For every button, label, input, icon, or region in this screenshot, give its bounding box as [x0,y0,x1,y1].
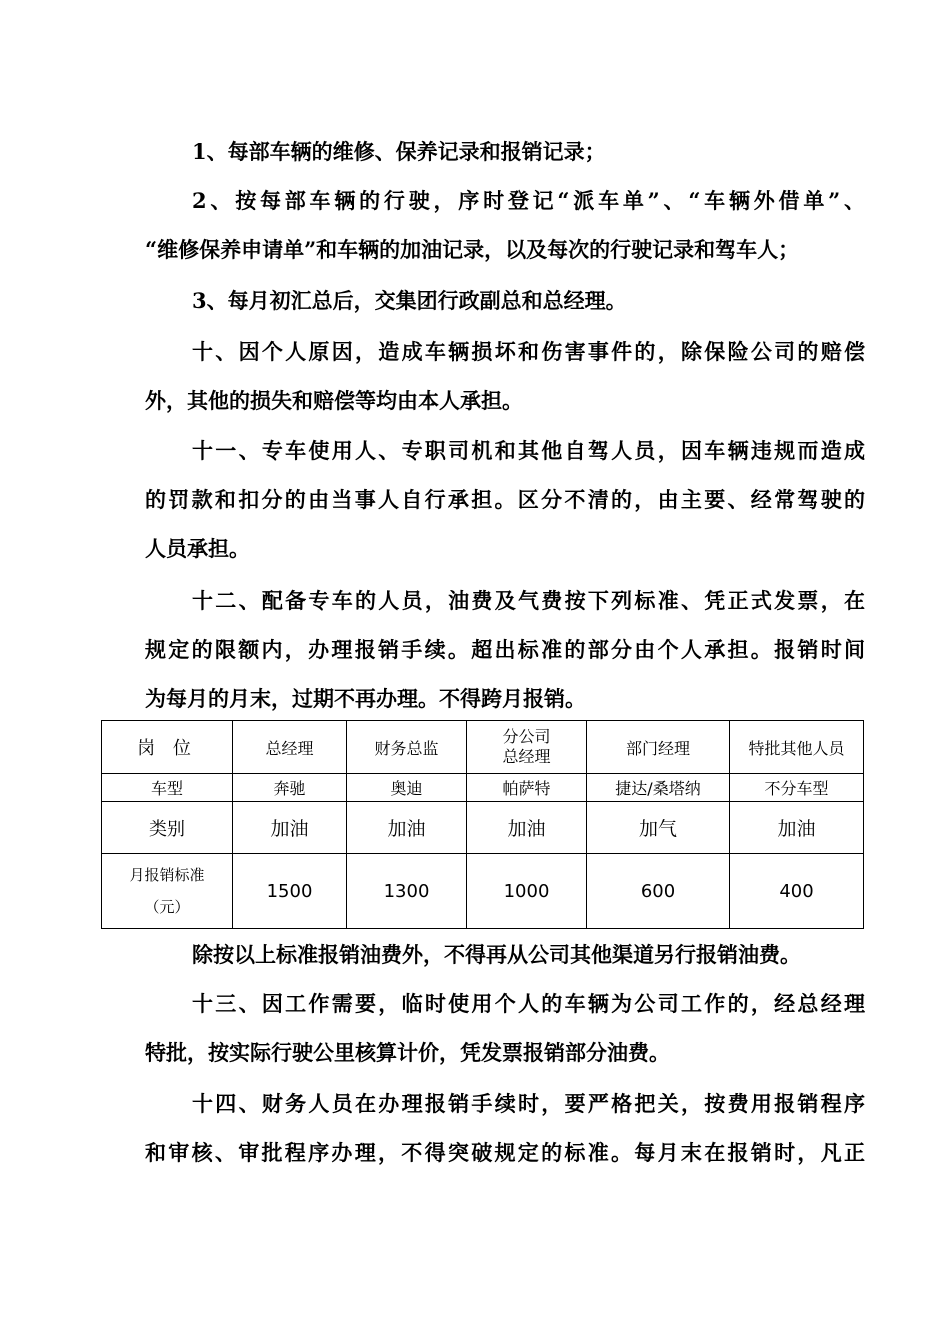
table-header-cell: 车型 [102,774,233,802]
paragraph-line: 为每月的月末，过期不再办理。不得跨月报销。 [145,686,586,711]
table-header-cell: 类别 [102,802,233,854]
paragraph-item-3 [145,276,865,325]
paragraph-line: 十一、专车使用人、专职司机和其他自驾人员，因车辆违规而造成 [192,438,865,463]
paragraph-line: 十四、财务人员在办理报销手续时，要严格把关，按费用报销程序 [192,1091,865,1116]
table-cell: 600 [587,854,730,929]
paragraph-line: 规定的限额内，办理报销手续。超出标准的部分由个人承担。报销时间 [145,637,865,662]
table-row-category [102,802,864,854]
table-cell: 特批其他人员 [730,721,864,774]
paragraph-note [145,930,865,979]
table-cell: 加油 [467,802,587,854]
paragraph-clause-12 [145,576,865,723]
table-cell: 捷达/桑塔纳 [587,774,730,802]
table-cell: 奔驰 [233,774,347,802]
paragraph-clause-10 [145,327,865,425]
reimbursement-standard-table [101,720,864,929]
paragraph-clause-14 [145,1079,865,1177]
table-cell: 400 [730,854,864,929]
paragraph-line: 2、按每部车辆的行驶，序时登记“派车单”、“车辆外借单”、 [192,188,865,213]
table-header-cell [102,854,233,929]
table-cell: 加油 [233,802,347,854]
table-cell: 财务总监 [347,721,467,774]
paragraph-line: 的罚款和扣分的由当事人自行承担。区分不清的，由主要、经常驾驶的 [145,487,865,512]
table-cell: 总经理 [233,721,347,774]
paragraph-line: 外，其他的损失和赔偿等均由本人承担。 [145,388,523,413]
paragraph-line: 3、每月初汇总后，交集团行政副总和总经理。 [192,288,627,313]
paragraph-line: 十二、配备专车的人员，油费及气费按下列标准、凭正式发票，在 [192,588,865,613]
table-cell: 加气 [587,802,730,854]
paragraph-line: 十、因个人原因，造成车辆损坏和伤害事件的，除保险公司的赔偿 [192,339,865,364]
cell-line: 总经理 [502,747,551,766]
cell-line: 月报销标准 [129,866,205,884]
paragraph-item-1 [145,127,865,176]
paragraph-line: 十三、因工作需要，临时使用个人的车辆为公司工作的，经总经理 [192,991,865,1016]
table-row-standard [102,854,864,929]
table-header-cell: 岗 位 [102,721,233,774]
table-cell: 1300 [347,854,467,929]
paragraph-line: 除按以上标准报销油费外，不得再从公司其他渠道另行报销油费。 [192,942,801,967]
table-row-model [102,774,864,802]
paragraph-clause-11 [145,426,865,573]
paragraph-line: 和审核、审批程序办理，不得突破规定的标准。每月末在报销时，凡正 [145,1140,865,1165]
table-cell: 不分车型 [730,774,864,802]
table-cell: 1500 [233,854,347,929]
table-cell: 帕萨特 [467,774,587,802]
table-cell: 加油 [347,802,467,854]
table-cell: 部门经理 [587,721,730,774]
paragraph-line: 人员承担。 [145,536,250,561]
cell-line: 分公司 [502,727,551,746]
table-cell: 奥迪 [347,774,467,802]
table-cell: 1000 [467,854,587,929]
paragraph-item-2 [145,176,865,274]
paragraph-line: 1、每部车辆的维修、保养记录和报销记录； [192,139,606,164]
table-cell [467,721,587,774]
paragraph-clause-13 [145,979,865,1077]
paragraph-line: “维修保养申请单”和车辆的加油记录，以及每次的行驶记录和驾车人； [145,237,800,262]
table-cell: 加油 [730,802,864,854]
table-row-position [102,721,864,774]
cell-line: （元） [144,898,190,916]
paragraph-line: 特批，按实际行驶公里核算计价，凭发票报销部分油费。 [145,1040,670,1065]
